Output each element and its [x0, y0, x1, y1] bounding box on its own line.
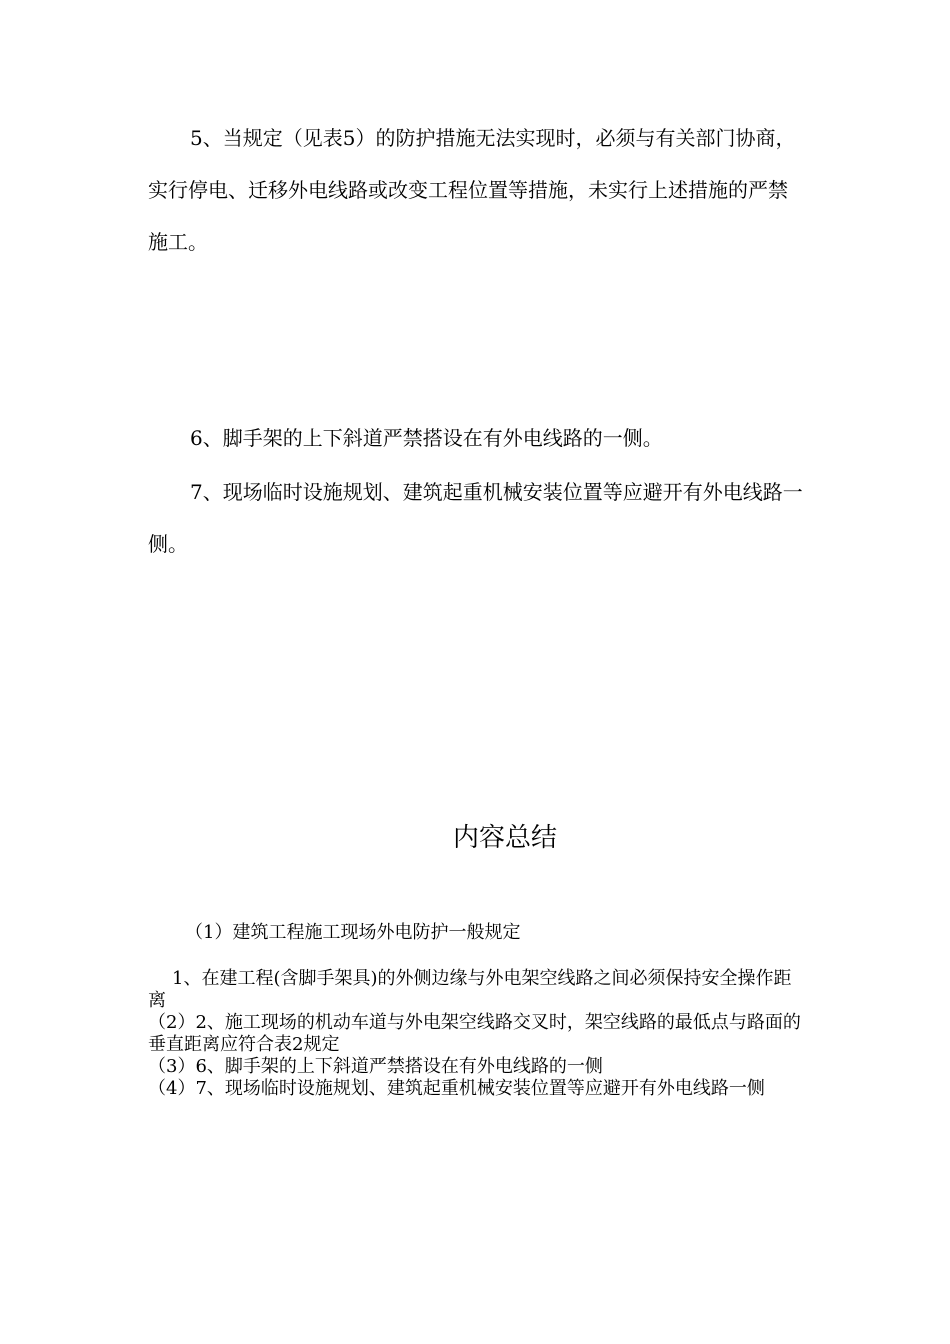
summary-item-1: 1、在建工程(含脚手架具)的外侧边缘与外电架空线路之间必须保持安全操作距离: [148, 968, 792, 1011]
summary-item-3: （3）6、脚手架的上下斜道严禁搭设在有外电线路的一侧: [148, 1056, 603, 1077]
summary-title: 内容总结: [452, 823, 557, 853]
paragraph-6: 6、脚手架的上下斜道严禁搭设在有外电线路的一侧。: [190, 426, 663, 450]
summary-list: [148, 968, 803, 1100]
summary-item-2: （2）2、施工现场的机动车道与外电架空线路交叉时，架空线路的最低点与路面的垂直距离应符合表2规定: [148, 1012, 801, 1055]
paragraph-5: 5、当规定（见表5）的防护措施无法实现时，必须与有关部门协商，实行停电、迁移外电线路或改变工程位置等措施，未实行上述措施的严禁施工。: [148, 126, 796, 254]
summary-item-4: （4）7、现场临时设施规划、建筑起重机械安装位置等应避开有外电线路一侧: [148, 1078, 765, 1099]
paragraph-7: 7、现场临时设施规划、建筑起重机械安装位置等应避开有外电线路一侧。: [148, 480, 803, 556]
summary-heading: （1）建筑工程施工现场外电防护一般规定: [185, 922, 521, 943]
